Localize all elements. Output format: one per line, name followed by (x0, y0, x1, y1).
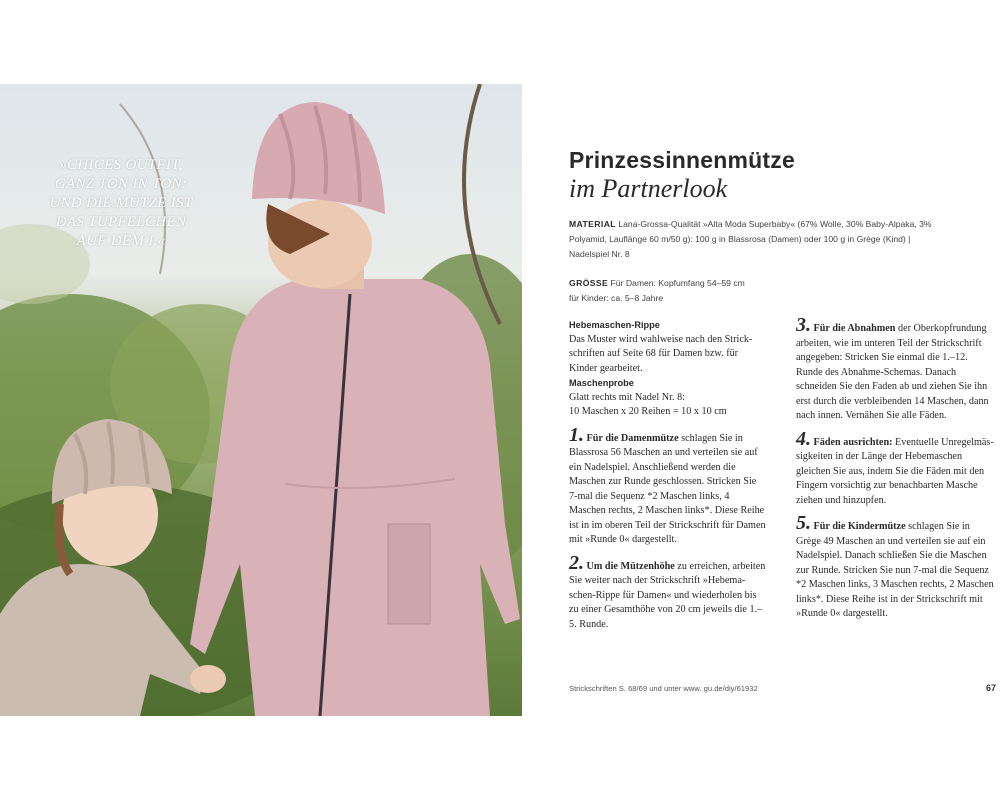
step-number: 2. (569, 551, 584, 574)
paragraph: Glatt rechts mit Nadel Nr. 8: (569, 391, 685, 403)
step-2 (569, 551, 767, 633)
material-text: Nadelspiel Nr. 8 (569, 249, 630, 259)
step-lead: Für die Kindermütze (811, 521, 906, 532)
page-subtitle: im Partnerlook (569, 174, 728, 203)
step-number: 3. (796, 314, 811, 336)
quote-line: GANZ TON IN TON: (54, 176, 188, 192)
material-label: MATERIAL (569, 219, 616, 229)
quote-line: AUF DEM I.« (76, 233, 166, 249)
quote-line: »CHICES OUTFIT, (59, 157, 183, 173)
step-1 (569, 423, 767, 548)
step-number: 5. (796, 512, 811, 534)
quote-line: UND DIE MÜTZE IST (49, 195, 193, 211)
step-5 (796, 512, 994, 622)
page-title: Prinzessinnenmütze (569, 147, 795, 173)
material-text: Polyamid, Lauflänge 60 m/50 g): 100 g in Blassrosa (Damen) oder 100 g in Grège (Kind) | (569, 234, 911, 244)
footer-note: Strickschriften S. 68/69 und unter www. gu.de/diy/61932 (569, 684, 758, 693)
step-lead: Fäden ausrichten: (811, 436, 893, 448)
step-4 (796, 427, 994, 509)
quote-line: DAS TÜPFELCHEN (55, 214, 187, 230)
step-text: schlagen Sie in Grège 49 Maschen an und verteilen sie auf ein Nadelspiel. Danach schließen Sie die Maschen zur Runde. Stricken Sie nun 7-mal die Sequenz *2 Maschen links, 3 Maschen rechts, 2 Maschen links*. Diese Reihe ist in der Strickschrift mit »Runde 0« dargestellt. (796, 521, 994, 619)
section-heading: Hebemaschen-Rippe (569, 320, 660, 330)
section-heading: Maschenprobe (569, 378, 634, 388)
step-lead: Um die Mützenhöhe (584, 560, 675, 572)
size-section (569, 276, 959, 306)
step-text: schlagen Sie in Blassrosa 56 Maschen an und verteilen sie auf ein Nadelspiel. Anschließend werden die Maschen zur Runde geschlossen. Stricken Sie 7-mal die Sequenz *2 Maschen links, 4 Maschen rechts, 2 Maschen links*. Diese Reihe ist in im oberen Teil der Strickschrift für Damen mit »Runde 0« dargestellt. (569, 432, 766, 545)
step-text: der Oberkopfrundung arbeiten, wie im unteren Teil der Strickschrift angegeben: Stricken Sie einmal die 1.–12. Runde des Abnahme-Schemas. Danach schneiden Sie den Faden ab und ziehen Sie ihn erst durch die verbleibenden 14 Maschen, dann nach innen. Vernähen Sie alle Fäden. (796, 323, 989, 421)
paragraph: 10 Maschen x 20 Reihen = 10 x 10 cm (569, 406, 727, 417)
step-number: 1. (569, 423, 584, 446)
material-section (569, 217, 959, 262)
size-text: Für Damen: Kopfumfang 54–59 cm (608, 278, 745, 288)
step-lead: Für die Damenmütze (584, 432, 679, 444)
size-text: für Kinder: ca. 5–8 Jahre (569, 293, 664, 303)
pull-quote (46, 156, 196, 251)
step-text: Eventuelle Unregelmäs-sigkeiten in der Länge der Hebemaschen gleichen Sie aus, indem Sie die Fäden mit den Fingern vorsichtig zur benachbarten Masche ziehen und hinzupfen. (796, 436, 994, 506)
step-lead: Für die Abnahmen (811, 323, 896, 334)
step-number: 4. (796, 427, 811, 450)
size-label: GRÖSSE (569, 278, 609, 288)
step-text: zu erreichen, arbeiten Sie weiter nach der Strickschrift »Hebema-schen-Rippe für Damen« und wiederholen bis zu einer Gesamthöhe von 20 cm jeweils die 1.–5. Runde. (569, 560, 766, 630)
step-3 (796, 314, 994, 424)
page-number: 67 (986, 683, 997, 693)
paragraph: Das Muster wird wahlweise nach den Strick-schriften auf Seite 68 für Damen bzw. für Kinder gearbeitet. (569, 333, 753, 374)
material-text: Lana-Grossa-Qualität »Alta Moda Superbaby« (67% Wolle, 30% Baby-Alpaka, 3% (615, 219, 932, 229)
instructions-right-column (796, 314, 994, 622)
instructions-left-column (569, 318, 767, 632)
